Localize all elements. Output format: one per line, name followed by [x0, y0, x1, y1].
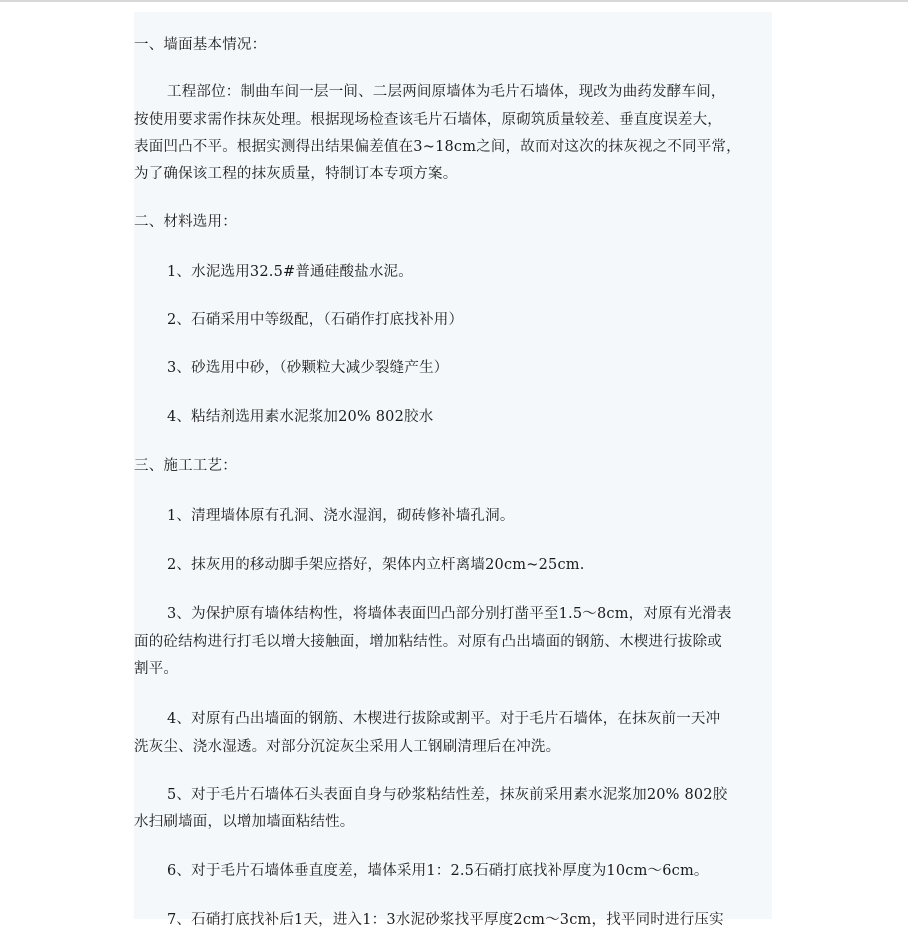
list-item: 1、水泥选用32.5#普通硅酸盐水泥。 — [167, 264, 413, 280]
list-item: 4、粘结剂选用素水泥浆加20% 802胶水 — [167, 409, 434, 425]
list-item: 4、对原有凸出墙面的钢筋、木楔进行拔除或割平。对于毛片石墙体，在抹灰前一天冲 — [167, 711, 721, 727]
paragraph-line: 按使用要求需作抹灰处理。根据现场检查该毛片石墙体，原砌筑质量较差、垂直度误差大， — [134, 112, 722, 128]
paragraph-line: 水扫刷墙面，以增加墙面粘结性。 — [134, 814, 355, 830]
section-heading-2: 二、材料选用： — [134, 214, 237, 230]
list-item: 3、为保护原有墙体结构性，将墙体表面凹凸部分别打凿平至1.5～8cm，对原有光滑表 — [167, 606, 732, 622]
list-item: 2、石硝采用中等级配，（石硝作打底找补用） — [167, 312, 464, 328]
paragraph-line: 表面凹凸不平。根据实测得出结果偏差值在3~18cm之间，故而对这次的抹灰视之不同平常， — [134, 139, 741, 155]
section-heading-3: 三、施工工艺： — [134, 458, 237, 474]
list-item: 3、砂选用中砂，（砂颗粒大减少裂缝产生） — [167, 360, 449, 376]
list-item: 7、石硝打底找补后1天，进入1：3水泥砂浆找平厚度2cm～3cm，找平同时进行压实 — [167, 912, 724, 928]
paragraph-line: 割平。 — [134, 661, 179, 677]
paragraph-line: 面的砼结构进行打毛以增大接触面，增加粘结性。对原有凸出墙面的钢筋、木楔进行拔除或 — [134, 634, 722, 650]
list-item: 5、对于毛片石墙体石头表面自身与砂浆粘结性差，抹灰前采用素水泥浆加20% 802胶 — [167, 787, 728, 803]
document-page — [134, 12, 772, 928]
list-item: 6、对于毛片石墙体垂直度差，墙体采用1：2.5石硝打底找补厚度为10cm～6cm。 — [167, 863, 709, 879]
paragraph-line: 工程部位：制曲车间一层一间、二层两间原墙体为毛片石墙体，现改为曲药发酵车间， — [167, 84, 726, 100]
list-item: 2、抹灰用的移动脚手架应搭好，架体内立杆离墙20cm~25cm. — [167, 557, 585, 573]
top-divider — [0, 0, 908, 2]
paragraph-line: 为了确保该工程的抹灰质量，特制订本专项方案。 — [134, 166, 458, 182]
paragraph-line: 洗灰尘、浇水湿透。对部分沉淀灰尘采用人工钢刷清理后在冲洗。 — [134, 739, 561, 755]
section-heading-1: 一、墙面基本情况： — [134, 37, 267, 53]
list-item: 1、清理墙体原有孔洞、浇水湿润，砌砖修补墙孔洞。 — [167, 508, 515, 524]
